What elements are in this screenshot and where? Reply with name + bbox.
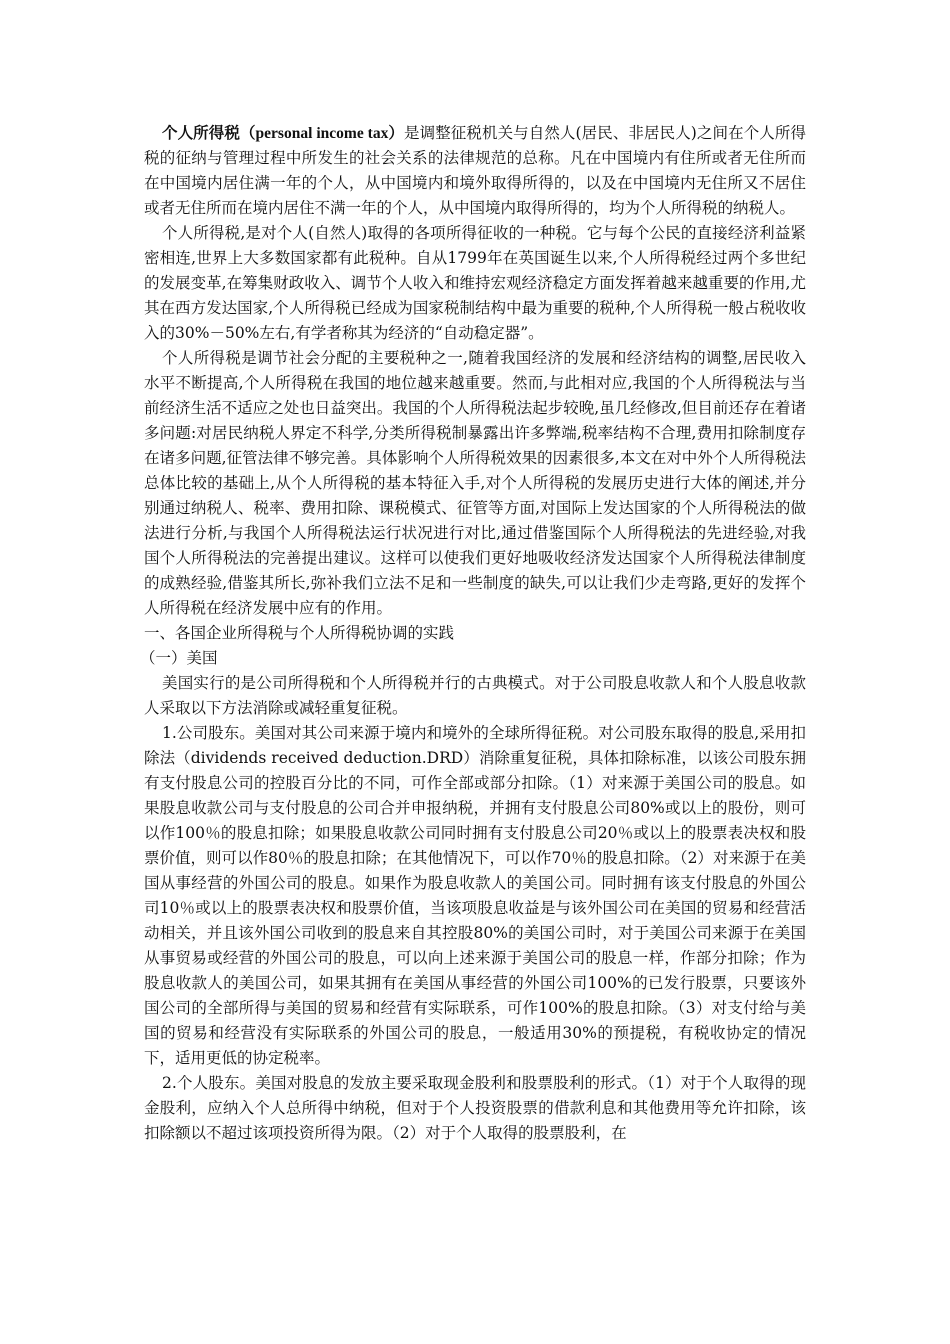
paragraph-overview: 个人所得税,是对个人(自然人)取得的各项所得征收的一种税。它与每个公民的直接经济利益紧密相连,世界上大多数国家都有此税种。自从1799年在英国诞生以来,个人所得税经过两个多世纪的发展变革,在筹集财政收入、调节个人收入和维持宏观经济稳定方面发挥着越来越重要的作用,尤其在西方发达国家,个人所得税已经成为国家税制结构中最为重要的税种,个人所得税一般占税收收入的30%－50%左右,有学者称其为经济的“自动稳定器”。 [144,224,806,342]
intro-text: 是调整征税机关与自然人(居民、非居民人)之间在个人所得税的征纳与管理过程中所发生的社会关系的法律规范的总称。凡在中国境内有住所或者无住所而在中国境内居住满一年的个人，从中国境内和境外取得所得的，以及在中国境内无住所又不居住或者无住所而在境内居住不满一年的个人，从中国境内取得所得的，均为个人所得税的纳税人。 [144,124,806,217]
section-heading: 一、各国企业所得税与个人所得税协调的实践 [144,624,455,642]
intro-term: 个人所得税（personal income tax） [162,125,405,142]
intro-paragraph [144,121,806,221]
paragraph-usa-intro: 美国实行的是公司所得税和个人所得税并行的古典模式。对于公司股息收款人和个人股息收款人采取以下方法消除或减轻重复征税。 [144,674,806,717]
paragraph-corporate-shareholders: 1.公司股东。美国对其公司来源于境内和境外的全球所得征税。对公司股东取得的股息,采用扣除法（dividends received deduction.DRD）消除重复征税，具体扣除标准，以该公司股东拥有支付股息公司的控股百分比的不同，可作全部或部分扣除。（1）对来源于美国公司的股息。如果股息收款公司与支付股息的公司合并申报纳税，并拥有支付股息公司80%或以上的股份，则可以作100％的股息扣除；如果股息收款公司同时拥有支付股息公司20％或以上的股票表决权和股票价值，则可以作80％的股息扣除；在其他情况下，可以作70％的股息扣除。（2）对来源于在美国从事经营的外国公司的股息。如果作为股息收款人的美国公司。同时拥有该支付股息的外国公司10％或以上的股票表决权和股票价值，当该项股息收益是与该外国公司在美国的贸易和经营活动相关，并且该外国公司收到的股息来自其控股80%的美国公司时，对于美国公司来源于在美国从事贸易或经营的外国公司的股息，可以向上述来源于美国公司的股息一样，作部分扣除；作为股息收款人的美国公司，如果其拥有在美国从事经营的外国公司100%的已发行股票，只要该外国公司的全部所得与美国的贸易和经营有实际联系，可作100%的股息扣除。（3）对支付给与美国的贸易和经营没有实际联系的外国公司的股息，一般适用30%的预提税，有税收协定的情况下，适用更低的协定税率。 [144,724,806,1067]
paragraph-significance: 个人所得税是调节社会分配的主要税种之一,随着我国经济的发展和经济结构的调整,居民收入水平不断提高,个人所得税在我国的地位越来越重要。然而,与此相对应,我国的个人所得税法与当前经济生活不适应之处也日益突出。我国的个人所得税法起步较晚,虽几经修改,但目前还存在着诸多问题:对居民纳税人界定不科学,分类所得税制暴露出许多弊端,税率结构不合理,费用扣除制度存在诸多问题,征管法律不够完善。具体影响个人所得税效果的因素很多,本文在对中外个人所得税法总体比较的基础上,从个人所得税的基本特征入手,对个人所得税的发展历史进行大体的阐述,并分别通过纳税人、税率、费用扣除、课税模式、征管等方面,对国际上发达国家的个人所得税法的做法进行分析,与我国个人所得税法运行状况进行对比,通过借鉴国际个人所得税法的先进经验,对我国个人所得税法的完善提出建议。这样可以使我们更好地吸收经济发达国家个人所得税法律制度的成熟经验,借鉴其所长,弥补我们立法不足和一些制度的缺失,可以让我们少走弯路,更好的发挥个人所得税在经济发展中应有的作用。 [144,349,806,617]
paragraph-individual-shareholders: 2.个人股东。美国对股息的发放主要采取现金股利和股票股利的形式。（1）对于个人取得的现金股利，应纳入个人总所得中纳税，但对于个人投资股票的借款利息和其他费用等允许扣除，该扣除额以不超过该项投资所得为限。（2）对于个人取得的股票股利，在 [144,1074,806,1142]
document-page [140,121,806,1146]
subsection-heading: （一）美国 [140,649,218,667]
